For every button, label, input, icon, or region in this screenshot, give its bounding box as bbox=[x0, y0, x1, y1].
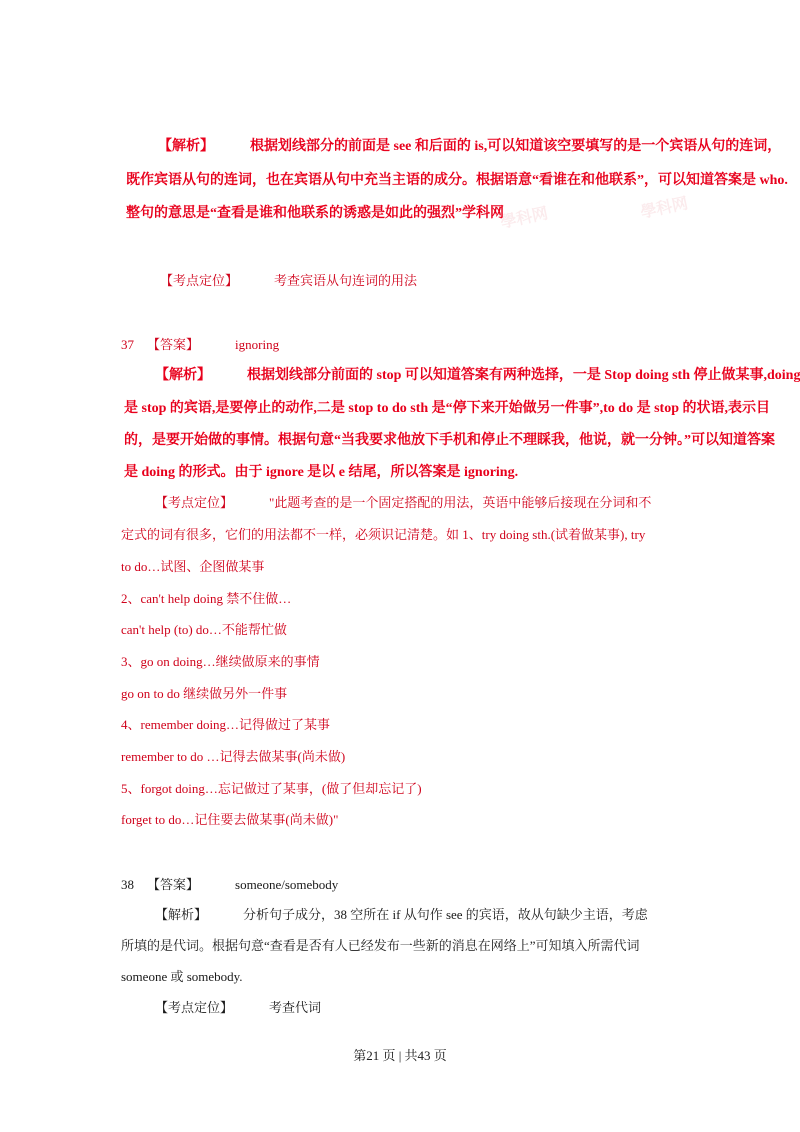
kaodian-label: 【考点定位】 bbox=[155, 1000, 234, 1015]
answer-38 bbox=[121, 876, 338, 894]
question-number: 38 bbox=[121, 877, 134, 892]
question-number: 37 bbox=[121, 337, 134, 352]
list-item: forget to do…记住要去做某事(尚未做)" bbox=[121, 812, 339, 827]
kaodian-37-line-2: 定式的词有很多，它们的用法都不一样，必须识记清楚。如 1、try doing sth.(试着做某事), try bbox=[121, 527, 646, 542]
analysis-38-line-2: 所填的是代词。根据句意“查看是否有人已经发布一些新的消息在网络上”可知填入所需代词 bbox=[121, 938, 640, 953]
list-item: 5、forgot doing…忘记做过了某事，(做了但却忘记了) bbox=[121, 781, 422, 796]
list-item: go on to do 继续做另外一件事 bbox=[121, 686, 288, 701]
analysis-38-line-1: 【解析】 分析句子成分，38 空所在 if 从句作 see 的宾语，故从句缺少主语，考虑 bbox=[155, 907, 648, 922]
kaodian-label: 【考点定位】 bbox=[155, 495, 234, 510]
answer-37 bbox=[121, 336, 279, 354]
answer-text: ignoring bbox=[235, 337, 280, 352]
list-item: 2、can't help doing 禁不住做… bbox=[121, 591, 292, 606]
kaodian-37-line-1: 【考点定位】 "此题考查的是一个固定搭配的用法，英语中能够后接现在分词和不 bbox=[155, 495, 652, 510]
analysis-label: 【解析】 bbox=[155, 368, 211, 383]
analysis-37-line-4: 是 doing 的形式。由于 ignore 是以 e 结尾，所以答案是 ignoring. bbox=[124, 465, 519, 480]
list-item: can't help (to) do…不能帮忙做 bbox=[121, 622, 287, 637]
kaodian-36: 【考点定位】 考查宾语从句连词的用法 bbox=[160, 273, 418, 288]
answer-label: 【答案】 bbox=[147, 337, 200, 352]
list-item: 4、remember doing…记得做过了某事 bbox=[121, 717, 331, 732]
watermark: 學科网 bbox=[638, 193, 690, 222]
list-item: 3、go on doing…继续做原来的事情 bbox=[121, 654, 320, 669]
page-footer: 第21 页 | 共43 页 bbox=[353, 1048, 447, 1063]
analysis-38-line-3: someone 或 somebody. bbox=[121, 969, 243, 984]
analysis-36-line-2: 既作宾语从句的连词，也在宾语从句中充当主语的成分。根据语意“看谁在和他联系”，可以知道答案是 who. bbox=[126, 173, 788, 188]
kaodian-label: 【考点定位】 bbox=[160, 273, 239, 288]
analysis-37-line-2: 是 stop 的宾语,是要停止的动作,二是 stop to do sth 是“停下来开始做另一件事”,to do 是 stop 的状语,表示目 bbox=[124, 401, 770, 416]
analysis-37-line-3: 的，是要开始做的事情。根据句意“当我要求他放下手机和停止不理睬我，他说，就一分钟。”可以知道答案 bbox=[124, 433, 775, 448]
kaodian-38: 【考点定位】 考查代词 bbox=[155, 1000, 322, 1015]
analysis-36-line-1: 【解析】 根据划线部分的前面是 see 和后面的 is,可以知道该空要填写的是一个宾语从句的连词， bbox=[158, 139, 782, 154]
list-item: remember to do …记得去做某事(尚未做) bbox=[121, 749, 346, 764]
analysis-37-line-1: 【解析】 根据划线部分前面的 stop 可以知道答案有两种选择，一是 Stop doing sth 停止做某事,doing bbox=[155, 368, 800, 383]
analysis-36-line-3: 整句的意思是“查看是谁和他联系的诱惑是如此的强烈”学科网 bbox=[126, 206, 504, 221]
analysis-label: 【解析】 bbox=[155, 907, 208, 922]
answer-text: someone/somebody bbox=[235, 877, 339, 892]
analysis-label: 【解析】 bbox=[158, 139, 214, 154]
list-item: to do…试图、企图做某事 bbox=[121, 559, 265, 574]
answer-label: 【答案】 bbox=[147, 877, 200, 892]
watermark: 學科网 bbox=[498, 203, 550, 232]
